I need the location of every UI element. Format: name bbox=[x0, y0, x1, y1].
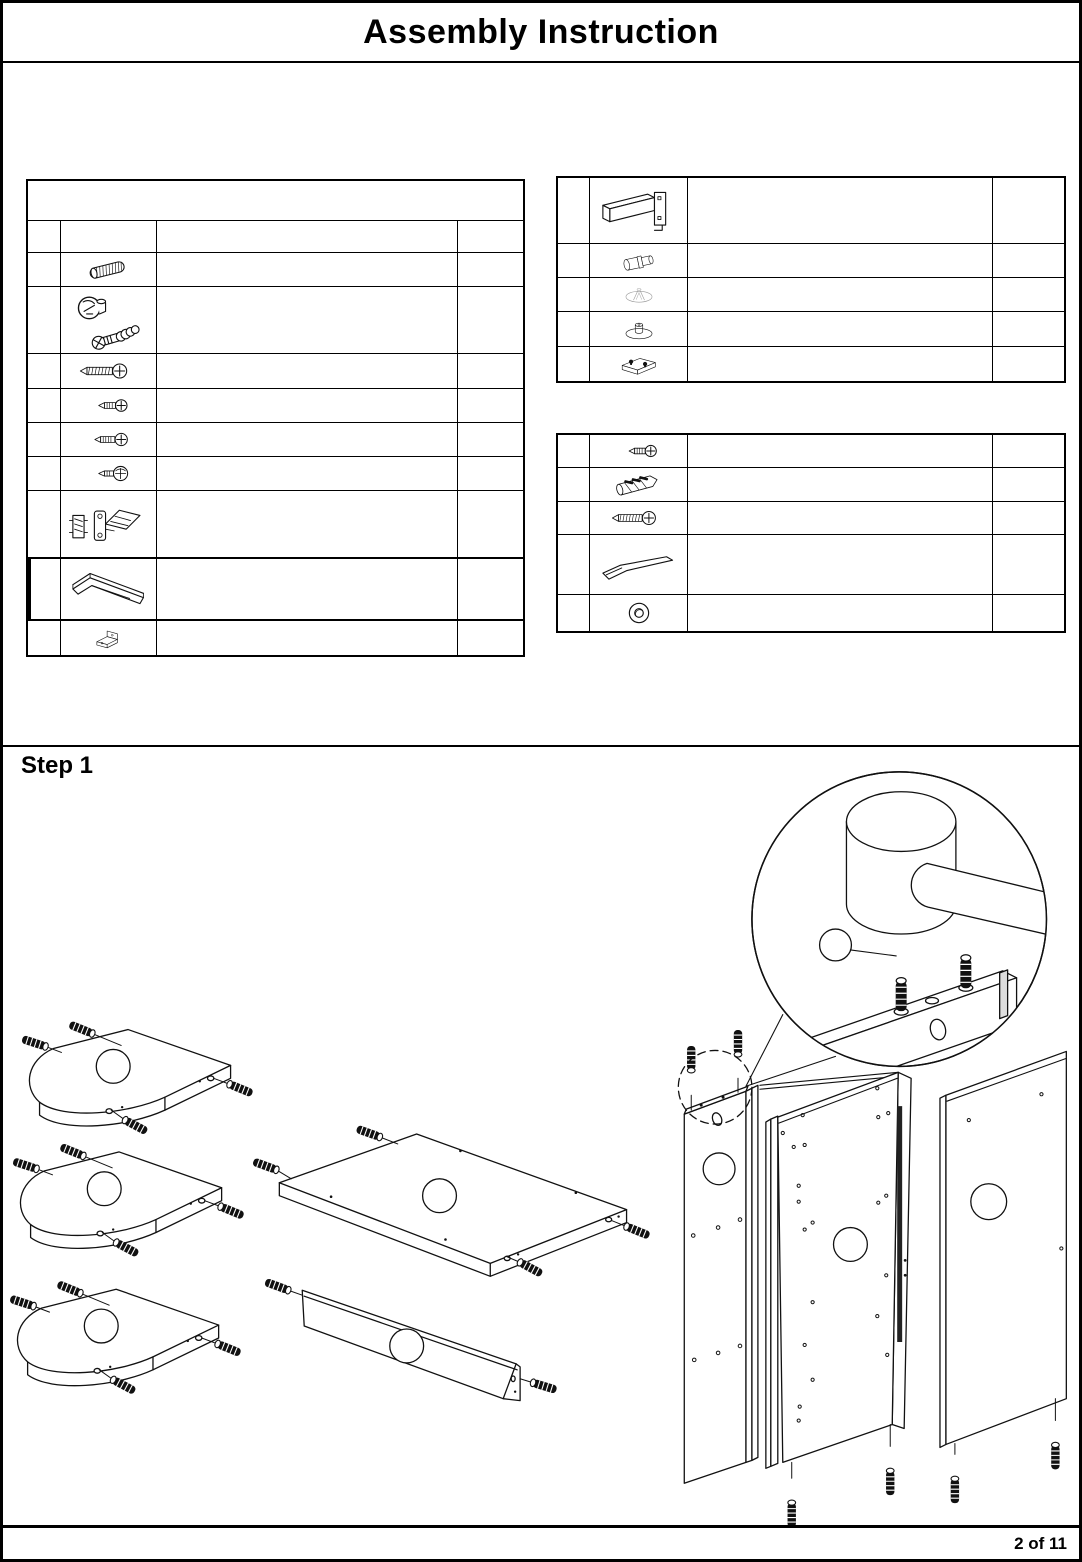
part-icon-cell bbox=[590, 595, 688, 631]
part-icon-cell bbox=[61, 253, 157, 286]
part-icon-cell bbox=[590, 347, 688, 381]
detail-balloon bbox=[752, 772, 1058, 1102]
part-row bbox=[558, 502, 1064, 535]
part-description-cell bbox=[157, 253, 458, 286]
part-row bbox=[28, 621, 523, 655]
part-description-cell bbox=[157, 491, 458, 557]
part-qty-cell bbox=[458, 457, 523, 490]
part-qty-cell bbox=[993, 178, 1064, 243]
part-qty-cell bbox=[993, 435, 1064, 467]
corner-bracket-icon bbox=[66, 624, 152, 652]
part-description-cell bbox=[688, 347, 993, 381]
part-icon-cell bbox=[590, 178, 688, 243]
part-icon-cell bbox=[61, 423, 157, 456]
leg-cylinder-detail bbox=[846, 792, 955, 934]
title-bar bbox=[3, 3, 1079, 63]
flat-strap-icon bbox=[596, 538, 682, 591]
part-number-cell bbox=[558, 502, 590, 534]
hinge-icon bbox=[66, 494, 152, 554]
page-title: Assembly Instruction bbox=[363, 12, 719, 51]
part-icon-cell bbox=[590, 278, 688, 311]
part-icon-cell bbox=[61, 389, 157, 422]
wide-side-panel bbox=[766, 1072, 911, 1527]
long-screw-icon bbox=[596, 505, 682, 531]
part-row bbox=[28, 491, 523, 558]
part-number-cell bbox=[28, 253, 61, 286]
rectangular-shelf-panel bbox=[252, 1125, 651, 1278]
part-description-cell bbox=[688, 244, 993, 277]
hardware-table-right-bottom bbox=[556, 433, 1066, 633]
small-screw-icon bbox=[66, 392, 152, 419]
part-row bbox=[28, 354, 523, 389]
long-screw-icon bbox=[66, 357, 152, 385]
part-row bbox=[558, 244, 1064, 278]
cone-support-icon bbox=[596, 281, 682, 308]
part-qty-cell bbox=[993, 244, 1064, 277]
part-row bbox=[28, 423, 523, 457]
part-number-cell bbox=[558, 278, 590, 311]
spacer-block-icon bbox=[596, 350, 682, 378]
part-description-cell bbox=[157, 354, 458, 388]
part-icon-cell bbox=[590, 244, 688, 277]
part-icon-cell bbox=[590, 535, 688, 594]
hardware-table-right-top bbox=[556, 176, 1066, 383]
part-qty-cell bbox=[458, 491, 523, 557]
part-icon-cell bbox=[61, 457, 157, 490]
part-description-cell bbox=[688, 178, 993, 243]
part-icon-cell bbox=[61, 354, 157, 388]
part-number-cell bbox=[558, 595, 590, 631]
part-row bbox=[28, 253, 523, 287]
part-number-cell bbox=[28, 287, 61, 353]
part-number-cell bbox=[558, 535, 590, 594]
part-row bbox=[558, 595, 1064, 631]
column-header-cell bbox=[28, 221, 61, 252]
part-qty-cell bbox=[993, 278, 1064, 311]
cam-lock-bolt-icon bbox=[66, 290, 152, 350]
part-icon-cell bbox=[61, 559, 157, 619]
column-header-cell bbox=[157, 221, 458, 252]
part-description-cell bbox=[688, 502, 993, 534]
column-header-cell bbox=[61, 221, 157, 252]
part-qty-cell bbox=[458, 389, 523, 422]
part-row bbox=[28, 558, 523, 621]
part-icon-cell bbox=[61, 621, 157, 655]
table-header-row bbox=[28, 181, 523, 221]
connector-post-icon bbox=[596, 247, 682, 274]
part-row bbox=[558, 435, 1064, 468]
part-number-cell bbox=[28, 354, 61, 388]
part-row bbox=[558, 535, 1064, 595]
part-icon-cell bbox=[590, 435, 688, 467]
part-description-cell bbox=[688, 435, 993, 467]
part-icon-cell bbox=[61, 287, 157, 353]
part-icon-cell bbox=[590, 312, 688, 346]
part-description-cell bbox=[157, 287, 458, 353]
wood-dowel-icon bbox=[66, 256, 152, 283]
step-label: Step 1 bbox=[21, 752, 94, 779]
part-number-cell bbox=[558, 244, 590, 277]
table-column-header-row bbox=[28, 221, 523, 253]
page-number: 2 of 11 bbox=[1014, 1533, 1067, 1553]
part-qty-cell bbox=[993, 502, 1064, 534]
part-row bbox=[28, 389, 523, 423]
part-description-cell bbox=[688, 468, 993, 501]
part-description-cell bbox=[157, 621, 458, 655]
step1-exploded-diagram bbox=[3, 745, 1081, 1531]
part-number-cell bbox=[558, 178, 590, 243]
front-rail-panel bbox=[264, 1278, 558, 1401]
wall-rail-icon bbox=[596, 181, 682, 240]
round-base-icon bbox=[596, 315, 682, 343]
part-number-cell bbox=[558, 347, 590, 381]
part-number-cell bbox=[28, 621, 61, 655]
part-qty-cell bbox=[993, 595, 1064, 631]
part-description-cell bbox=[157, 457, 458, 490]
right-side-panel bbox=[940, 1051, 1066, 1503]
part-description-cell bbox=[157, 559, 458, 619]
part-number-cell bbox=[558, 312, 590, 346]
l-trim-icon bbox=[66, 562, 152, 616]
part-qty-cell bbox=[458, 287, 523, 353]
part-qty-cell bbox=[993, 468, 1064, 501]
part-row bbox=[28, 457, 523, 491]
part-description-cell bbox=[688, 535, 993, 594]
part-icon-cell bbox=[590, 502, 688, 534]
part-number-cell bbox=[558, 468, 590, 501]
part-description-cell bbox=[157, 389, 458, 422]
part-number-cell bbox=[28, 491, 61, 557]
part-number-cell bbox=[28, 457, 61, 490]
column-header-cell bbox=[458, 221, 523, 252]
part-qty-cell bbox=[458, 621, 523, 655]
part-qty-cell bbox=[993, 347, 1064, 381]
part-description-cell bbox=[157, 423, 458, 456]
hardware-table-left bbox=[26, 179, 525, 657]
part-row bbox=[558, 178, 1064, 244]
part-row bbox=[558, 312, 1064, 347]
callout-circle bbox=[820, 929, 852, 961]
part-description-cell bbox=[688, 312, 993, 346]
medium-screw-icon bbox=[66, 426, 152, 453]
part-qty-cell bbox=[458, 423, 523, 456]
part-qty-cell bbox=[458, 354, 523, 388]
part-description-cell bbox=[688, 278, 993, 311]
part-description-cell bbox=[688, 595, 993, 631]
part-icon-cell bbox=[590, 468, 688, 501]
part-number-cell bbox=[28, 389, 61, 422]
part-row bbox=[558, 347, 1064, 381]
part-row bbox=[558, 278, 1064, 312]
part-number-cell bbox=[28, 559, 61, 619]
part-icon-cell bbox=[61, 491, 157, 557]
part-qty-cell bbox=[458, 559, 523, 619]
part-row bbox=[28, 287, 523, 354]
part-qty-cell bbox=[458, 253, 523, 286]
part-number-cell bbox=[28, 423, 61, 456]
footer-bar bbox=[3, 1525, 1079, 1559]
part-qty-cell bbox=[993, 535, 1064, 594]
washer-icon bbox=[596, 598, 682, 628]
part-qty-cell bbox=[993, 312, 1064, 346]
part-row bbox=[558, 468, 1064, 502]
wall-anchor-icon bbox=[596, 471, 682, 498]
part-number-cell bbox=[558, 435, 590, 467]
pan-head-screw-icon bbox=[66, 460, 152, 487]
small-screw-icon bbox=[596, 438, 682, 464]
